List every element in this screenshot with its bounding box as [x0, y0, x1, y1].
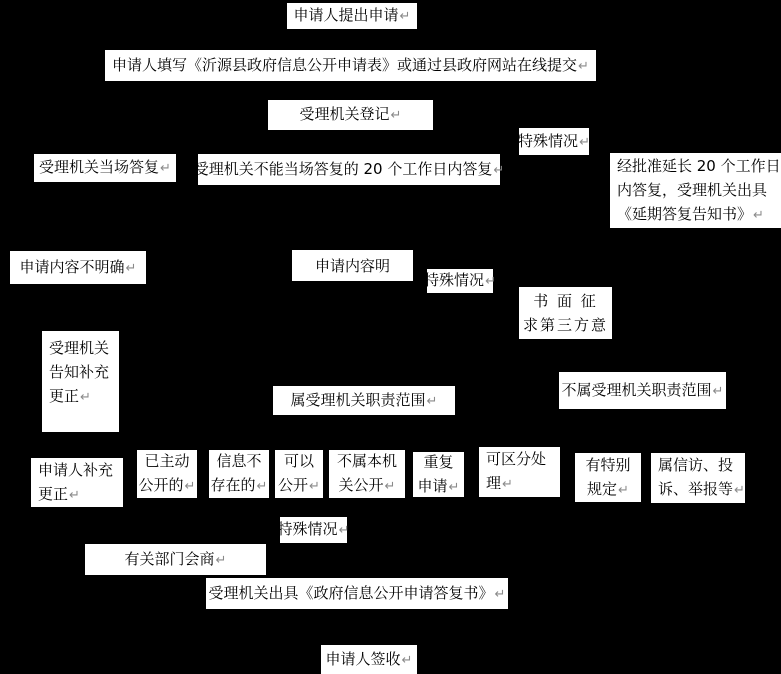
- flow-box-special-provision: [575, 453, 641, 502]
- flow-box-label: 公开的↵: [138, 476, 196, 494]
- return-mark-icon: ↵: [256, 479, 268, 494]
- return-mark-icon: ↵: [399, 9, 411, 24]
- return-mark-icon: ↵: [493, 162, 505, 178]
- flow-box-label: 诉、举报等↵: [658, 480, 745, 498]
- flow-box-repeat-application: [413, 452, 464, 497]
- flow-box-label: 求第三方意: [522, 316, 608, 334]
- return-mark-icon: ↵: [390, 108, 402, 123]
- flow-box-label: 申请人补充: [38, 460, 114, 479]
- flow-box-fill-form: [105, 50, 596, 81]
- return-mark-icon: ↵: [125, 260, 137, 276]
- flow-box-label: 更正↵: [38, 484, 80, 503]
- flow-box-label: 可以: [283, 452, 314, 470]
- flow-box-label: 规定↵: [587, 479, 629, 498]
- flow-box-label: 经批准延长 20 个工作日: [617, 156, 781, 175]
- return-mark-icon: ↵: [485, 274, 496, 289]
- flow-box-issue-reply-letter: [206, 578, 508, 609]
- return-mark-icon: ↵: [618, 482, 629, 498]
- return-mark-icon: ↵: [426, 393, 438, 409]
- flow-box-label: 已主动: [144, 452, 190, 470]
- return-mark-icon: ↵: [401, 652, 413, 668]
- flow-box-label: 关公开↵: [338, 476, 396, 494]
- return-mark-icon: ↵: [712, 383, 724, 399]
- flow-box-label: 可区分处: [486, 450, 547, 468]
- flow-box-label: 特殊情况↵: [277, 520, 350, 538]
- flow-box-label: 更正↵: [49, 387, 91, 405]
- flow-box-special-case-3: [277, 517, 350, 543]
- flow-box-label: 受理机关不能当场答复的 20 个工作日内答复↵: [193, 159, 505, 178]
- flow-box-label: 申请内容明: [314, 256, 390, 275]
- flow-box-label: 内答复，受理机关出具: [617, 180, 768, 199]
- flow-box-label: 属受理机关职责范围↵: [290, 390, 438, 409]
- flow-box-onsite-reply: [34, 154, 176, 182]
- flow-box-label: 重复: [423, 452, 454, 471]
- flow-box-label: 不属本机: [336, 452, 397, 470]
- flow-box-register: [268, 100, 433, 130]
- flow-box-applicant-submit: [287, 3, 417, 29]
- flow-box-label: 有特别: [585, 455, 631, 474]
- flow-box-label: 有关部门会商↵: [124, 549, 227, 568]
- flow-box-notify-supplement: [42, 331, 119, 432]
- flow-box-label: 书 面 征: [533, 292, 598, 310]
- return-mark-icon: ↵: [734, 483, 745, 498]
- flow-box-label: 受理机关当场答复↵: [39, 158, 171, 176]
- flow-box-reply-within-20-days: [193, 154, 505, 185]
- flow-box-label: 申请人提出申请↵: [293, 6, 411, 24]
- return-mark-icon: ↵: [215, 552, 227, 568]
- flow-box-label: 申请人填写《沂源县政府信息公开申请表》或通过县政府网站在线提交↵: [112, 55, 589, 74]
- flow-box-special-case-1: [519, 128, 589, 155]
- return-mark-icon: ↵: [160, 161, 171, 176]
- flow-box-outside-scope: [559, 372, 726, 409]
- flow-box-not-this-org: [329, 450, 405, 498]
- flow-box-label: 不属受理机关职责范围↵: [561, 380, 724, 399]
- flow-box-dept-consultation: [85, 544, 266, 575]
- return-mark-icon: ↵: [184, 479, 196, 494]
- flow-box-label: 申请内容不明确↵: [19, 257, 137, 276]
- flow-box-label: 受理机关登记↵: [299, 105, 402, 123]
- return-mark-icon: ↵: [502, 477, 513, 492]
- return-mark-icon: ↵: [80, 390, 91, 405]
- flow-box-separable-handling: [479, 447, 560, 497]
- flow-box-applicant-sign: [321, 645, 417, 674]
- flow-box-special-case-2: [424, 269, 496, 293]
- flow-box-label: 受理机关: [49, 339, 110, 357]
- flow-box-label: 属信访、投: [658, 456, 734, 474]
- flow-box-within-scope: [273, 386, 455, 415]
- return-mark-icon: ↵: [753, 207, 764, 223]
- return-mark-icon: ↵: [494, 586, 506, 602]
- return-mark-icon: ↵: [448, 479, 460, 495]
- flow-box-applicant-supplement: [31, 458, 123, 507]
- flow-box-label: 申请↵: [417, 476, 460, 495]
- flow-box-extended-reply: [610, 153, 781, 228]
- return-mark-icon: ↵: [69, 487, 80, 503]
- return-mark-icon: ↵: [384, 479, 396, 494]
- flow-box-label: 公开↵: [278, 476, 320, 494]
- return-mark-icon: ↵: [579, 134, 590, 150]
- flow-box-seek-third-party: [519, 287, 612, 339]
- flow-box-info-not-exist: [209, 450, 269, 498]
- return-mark-icon: ↵: [338, 523, 350, 538]
- flow-box-petition-complaint: [651, 453, 745, 503]
- flow-box-already-public: [137, 450, 197, 498]
- return-mark-icon: ↵: [309, 479, 320, 494]
- flow-box-label: 特殊情况↵: [518, 131, 590, 150]
- flow-box-label: 受理机关出具《政府信息公开申请答复书》↵: [208, 583, 506, 602]
- flow-box-label: 《延期答复告知书》↵: [617, 204, 764, 223]
- flow-box-label: 特殊情况↵: [424, 271, 496, 289]
- flow-box-label: 申请人签收↵: [325, 649, 413, 668]
- return-mark-icon: ↵: [578, 58, 589, 74]
- flow-box-can-be-public: [275, 450, 323, 498]
- flow-box-label: 信息不: [216, 452, 262, 470]
- flow-box-content-clear: [292, 250, 413, 281]
- flow-box-label: 告知补充: [49, 363, 110, 381]
- flow-box-label: 理↵: [486, 474, 513, 492]
- flow-box-content-unclear: [10, 251, 146, 284]
- flow-box-label: 存在的↵: [210, 476, 268, 494]
